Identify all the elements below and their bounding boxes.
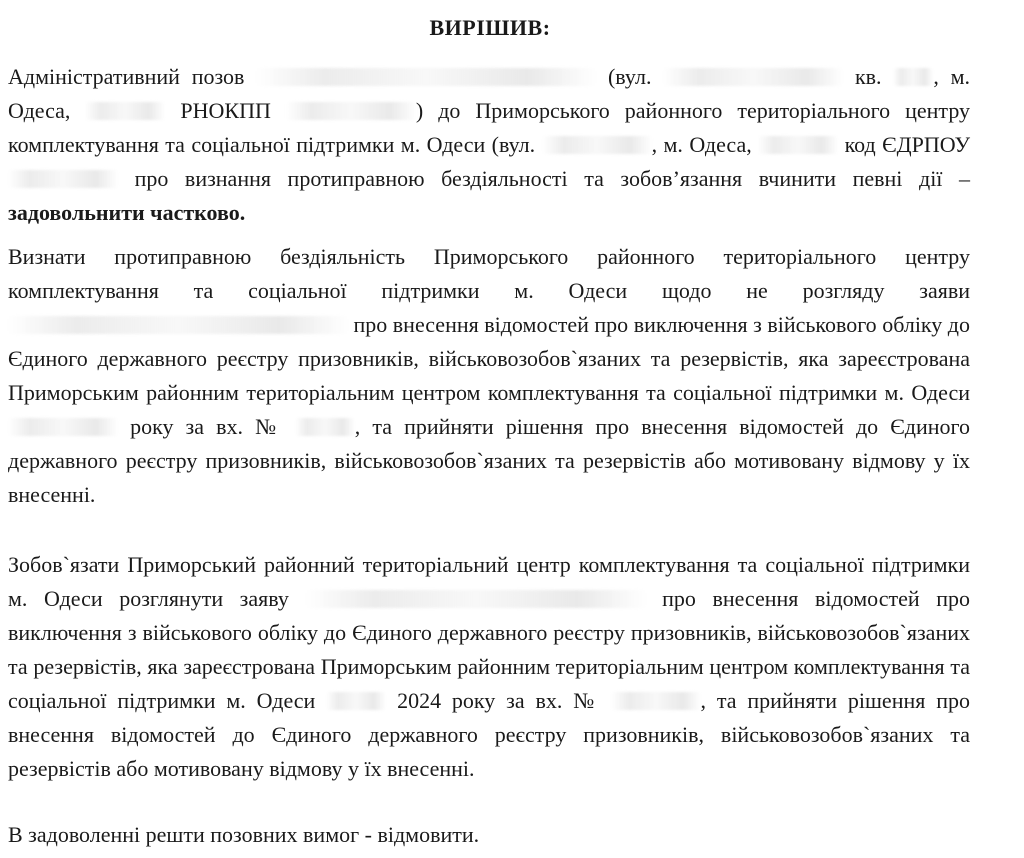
redacted-rnokpp: [286, 102, 416, 120]
redacted-street: [663, 68, 843, 86]
redacted-registration-number: [295, 418, 355, 436]
inaction-text-3: року за вх. №: [130, 414, 283, 439]
claim-text-3: кв.: [854, 64, 882, 89]
claim-text-4: , м.: [933, 64, 971, 89]
obligate-text-1: Зобов`язати Приморський районний територіальний центр комплектування та соціальної підтримки м. Одеси розглянути заяву: [8, 552, 970, 611]
claim-text-8: , м. Одеса,: [651, 132, 752, 157]
inaction-text-1: Визнати протиправною бездіяльність Приморського районного територіального центру комплектування та соціальної підтримки м. Одеси щодо не розгляду заяви: [8, 244, 970, 303]
obligate-text-4: , та прийняти рішення про внесення відомостей до Єдиного державного реєстру призовників, військовозобов`язаних та резервістів або мотивовану відмову у їх внесенні.: [8, 688, 971, 781]
obligate-text-3: 2024 року за вх. №: [397, 688, 600, 713]
redacted-applicant-name: [8, 316, 348, 334]
claim-text-10: про визнання протиправною бездіяльності та зобов’язання вчинити певні дії –: [134, 166, 970, 191]
paragraph-recognize-inaction: [8, 240, 970, 512]
redacted-postcode: [85, 102, 165, 120]
paragraph-claim-partially-granted: [8, 60, 970, 230]
claim-text-6: РНОКПП: [180, 98, 271, 123]
redacted-apartment: [893, 68, 933, 86]
redacted-applicant-name-2: [306, 590, 646, 608]
claim-verdict: задовольнити частково.: [8, 200, 246, 225]
obligate-text-2: про внесення відомостей про виключення з військового обліку до Єдиного державного реєстру призовників, військовозобов`язаних та резервістів, яка зареєстрована Приморським районним територіальним центром комплектування та соціальної підтримки м. Одеси: [8, 586, 971, 713]
redacted-edrpou: [8, 170, 118, 188]
claim-text-7: ) до Приморського районного територіального центру комплектування та соціальної підтримки м. Одеси (вул.: [8, 98, 971, 157]
claim-text-1: Адміністративний позов: [8, 64, 245, 89]
claim-text-5: Одеса,: [8, 98, 71, 123]
redacted-plaintiff-name: [256, 68, 596, 86]
paragraph-reject-rest: [8, 818, 970, 852]
reject-text: В задоволенні решти позовних вимог - відмовити.: [8, 822, 480, 847]
paragraph-obligate-review: [8, 548, 970, 786]
claim-text-9: код ЄДРПОУ: [844, 132, 971, 157]
claim-text-2: (вул.: [607, 64, 652, 89]
inaction-text-4: , та прийняти рішення про внесення відомостей до Єдиного державного реєстру призовників, військовозобов`язаних та резервістів або мотивовану відмову у їх внесенні.: [8, 414, 971, 507]
redacted-registration-number-2: [611, 692, 701, 710]
inaction-text-2: про внесення відомостей про виключення з військового обліку до Єдиного державного реєстру призовників, військовозобов`язаних та резервістів, яка зареєстрована Приморським районним територіальним центром комплектування та соціальної підтримки м. Одеси: [8, 312, 971, 405]
redacted-registration-date-2: [326, 692, 386, 710]
redacted-defendant-postcode: [758, 136, 838, 154]
redacted-registration-date: [8, 418, 118, 436]
redacted-defendant-street: [542, 136, 652, 154]
decision-heading: ВИРІШИВ:: [429, 15, 551, 40]
